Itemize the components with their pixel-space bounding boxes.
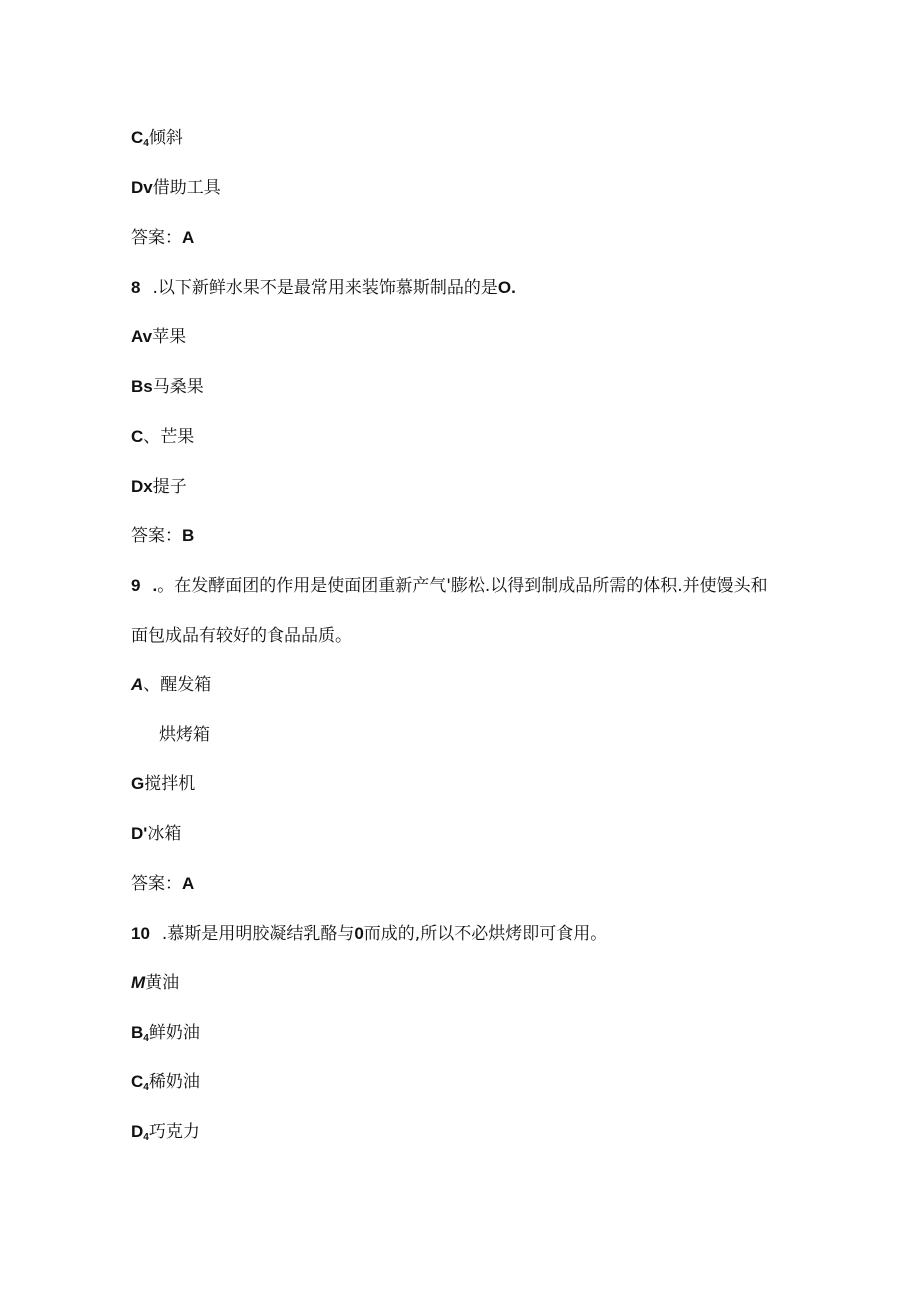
q9-option-a: [131, 673, 211, 697]
option-text: 冰箱: [147, 824, 182, 844]
option-marker: D: [131, 1122, 144, 1141]
question-blank: 0: [354, 924, 364, 943]
option-marker: G: [131, 774, 145, 793]
answer-value: A: [182, 874, 195, 893]
answer-label: 答案：: [131, 874, 182, 894]
q8-answer: [131, 524, 194, 548]
option-text: 借助工具: [152, 178, 221, 198]
option-text: 稀奶油: [148, 1072, 200, 1092]
answer-value: A: [182, 228, 195, 247]
q9-option-b: [159, 723, 210, 747]
q10-option-b: [131, 1021, 200, 1051]
option-text: 马桑果: [152, 377, 204, 397]
q8-option-b: [131, 375, 204, 399]
q7-option-d: [131, 176, 221, 200]
q9-answer: [131, 872, 194, 896]
q8-option-d: [131, 475, 187, 499]
q8-option-a: [131, 325, 186, 349]
option-text: 烘烤箱: [159, 725, 210, 745]
question-number: 8: [131, 278, 141, 297]
option-marker: C: [131, 427, 144, 446]
q9-option-c: [131, 772, 195, 796]
option-marker-sub: 4: [143, 1033, 149, 1044]
option-text: 巧克力: [148, 1122, 200, 1142]
option-marker: C: [131, 1072, 144, 1091]
option-text: 、芒果: [143, 427, 195, 447]
option-text: 、醒发箱: [143, 675, 212, 695]
option-marker-sub: 4: [143, 138, 149, 149]
option-marker: B: [131, 1023, 144, 1042]
option-text: 倾斜: [148, 128, 183, 148]
question-text: .以下新鲜水果不是最常用来装饰慕斯制品的是: [152, 278, 498, 298]
option-marker: M: [131, 973, 146, 992]
option-text: 提子: [152, 477, 187, 497]
q10-option-c: [131, 1070, 200, 1100]
option-marker-sub: 4: [143, 1132, 149, 1143]
q8-option-c: [131, 425, 194, 449]
q7-answer: [131, 226, 194, 250]
question-number: 10: [131, 924, 150, 943]
question-number: 9: [131, 576, 141, 595]
question-prefix: .: [152, 576, 158, 595]
question-text: 。在发酵面团的作用是使面团重新产气'膨松.以得到制成品所需的体积.并使馒头和: [157, 576, 768, 596]
option-marker: Bs: [131, 377, 153, 396]
option-text: 鲜奶油: [148, 1023, 200, 1043]
question-text-continued: 面包成品有较好的食品品质。: [131, 626, 352, 646]
answer-label: 答案：: [131, 228, 182, 248]
q9-stem-line1: [131, 574, 768, 598]
question-text: .慕斯是用明胶凝结乳酪与: [161, 924, 355, 944]
q10-stem: [131, 922, 607, 946]
question-text-end: 而成的,所以不必烘烤即可食用。: [363, 924, 608, 944]
option-marker: A: [131, 675, 144, 694]
q7-option-c: [131, 126, 183, 156]
q9-option-d: [131, 822, 181, 846]
option-marker-sub: 4: [143, 1082, 149, 1093]
q8-stem: [131, 276, 516, 300]
q10-option-d: [131, 1120, 200, 1150]
option-text: 搅拌机: [144, 774, 196, 794]
option-text: 苹果: [152, 327, 187, 347]
answer-value: B: [182, 526, 195, 545]
option-marker: D': [131, 824, 148, 843]
option-marker: Dv: [131, 178, 153, 197]
q9-stem-line2: [131, 624, 352, 648]
option-marker: C: [131, 128, 144, 147]
answer-label: 答案：: [131, 526, 182, 546]
option-marker: Av: [131, 327, 153, 346]
q10-option-a: [131, 971, 179, 995]
question-text-end: O.: [497, 278, 516, 297]
option-marker: Dx: [131, 477, 153, 496]
option-text: 黄油: [145, 973, 180, 993]
